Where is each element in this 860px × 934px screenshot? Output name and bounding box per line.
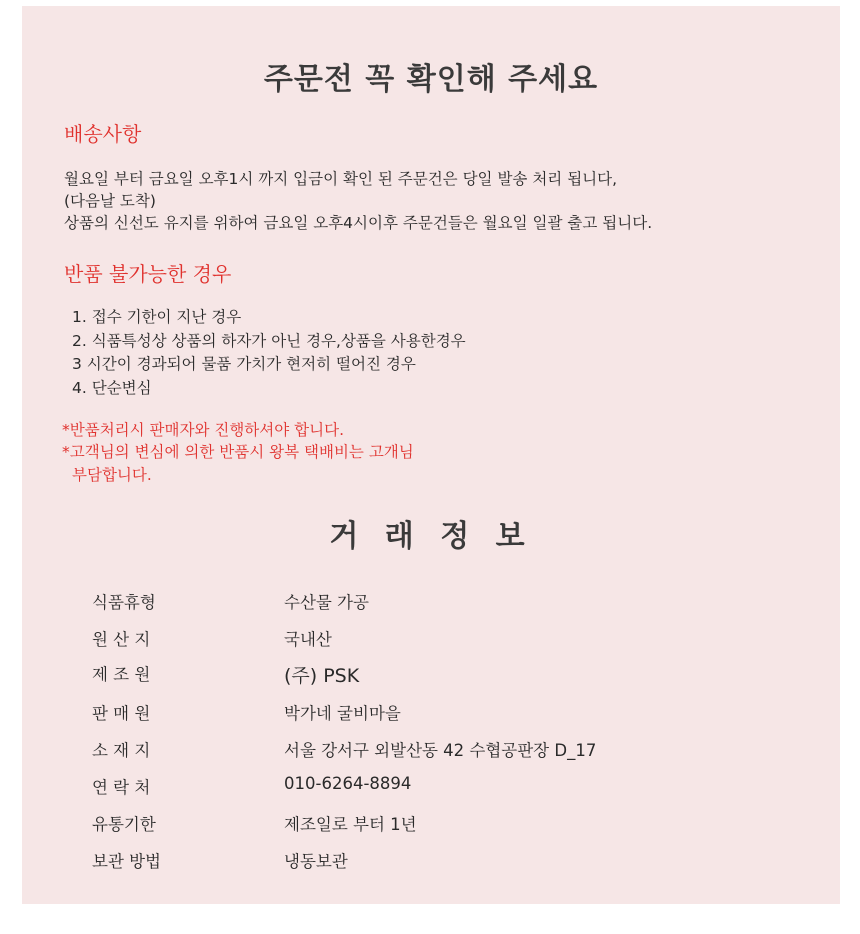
delivery-line: 월요일 부터 금요일 오후1시 까지 입금이 확인 된 주문건은 당일 발송 처리 됩니다, bbox=[64, 170, 618, 188]
info-label: 연 락 처 bbox=[92, 778, 151, 797]
info-value: 박가네 굴비마을 bbox=[284, 704, 401, 723]
transaction-title: 거 래 정 보 bbox=[329, 519, 533, 554]
list-item: 3 시간이 경과되어 물품 가치가 현저히 떨어진 경우 bbox=[72, 355, 416, 373]
info-row-origin bbox=[92, 626, 812, 656]
info-value: 수산물 가공 bbox=[284, 593, 369, 612]
info-label: 원 산 지 bbox=[92, 630, 151, 649]
return-note: 부담합니다. bbox=[72, 466, 152, 484]
info-value: 010-6264-8894 bbox=[284, 774, 412, 793]
list-item: 2. 식품특성상 상품의 하자가 아닌 경우,상품을 사용한경우 bbox=[72, 331, 466, 350]
return-heading: 반품 불가능한 경우 bbox=[64, 262, 232, 286]
return-conditions-list bbox=[72, 306, 466, 400]
info-row-seller bbox=[92, 700, 812, 730]
info-row-storage bbox=[92, 848, 812, 878]
info-row-address bbox=[92, 737, 812, 767]
info-label: 식품휴형 bbox=[92, 593, 156, 612]
info-label: 제 조 원 bbox=[92, 665, 151, 684]
info-row-contact bbox=[92, 774, 812, 804]
info-row-manufacturer bbox=[92, 661, 812, 691]
info-value: 냉동보관 bbox=[284, 852, 348, 871]
info-label: 소 재 지 bbox=[92, 741, 151, 760]
info-value: 국내산 bbox=[284, 630, 332, 649]
list-item: 4. 단순변심 bbox=[72, 378, 152, 397]
return-note: *반품처리시 판매자와 진행하셔야 합니다. bbox=[62, 421, 345, 439]
notice-title: 주문전 꼭 확인해 주세요 bbox=[263, 62, 599, 97]
info-label: 보관 방법 bbox=[92, 852, 162, 871]
delivery-heading: 배송사항 bbox=[64, 122, 142, 146]
notice-panel bbox=[22, 6, 840, 904]
delivery-line: (다음날 도착) bbox=[64, 192, 156, 210]
info-label: 판 매 원 bbox=[92, 704, 151, 723]
delivery-line: 상품의 신선도 유지를 위하여 금요일 오후4시이후 주문건들은 월요일 일괄 출고 됩니다. bbox=[64, 214, 653, 232]
info-label: 유통기한 bbox=[92, 815, 156, 834]
info-value: 제조일로 부터 1년 bbox=[284, 815, 417, 834]
info-value: (주) PSK bbox=[284, 665, 360, 687]
list-item: 1. 접수 기한이 지난 경우 bbox=[72, 308, 242, 326]
return-note: *고객님의 변심에 의한 반품시 왕복 택배비는 고개님 bbox=[62, 443, 414, 461]
info-row-expiry bbox=[92, 811, 812, 841]
info-row-food-type bbox=[92, 589, 812, 619]
info-value: 서울 강서구 외발산동 42 수협공판장 D_17 bbox=[284, 741, 597, 760]
